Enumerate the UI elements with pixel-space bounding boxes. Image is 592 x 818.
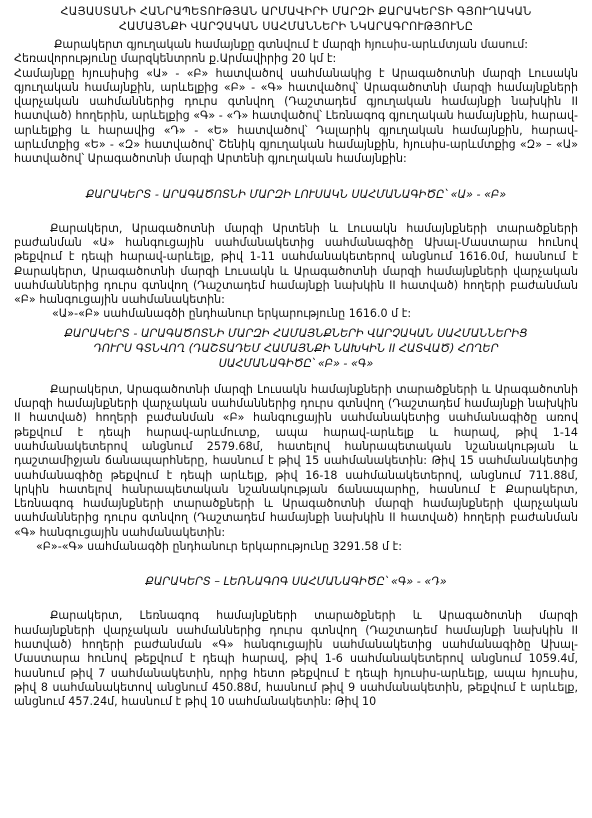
- section2-heading-line-3: ՍԱՀՄԱՆԱԳԻԾԸ՝ «Բ» - «Գ»: [218, 356, 374, 370]
- section3-paragraph: Քարակերտ, Լեռնագոգ համայնքների տարածքների և Արագածոտնի մարզի համայնքների վարչական սահմաններից դուրս գտնվող (Դաշտադեմ համայնքի նախկին II հատված) հողերի բաժանման «Գ» հանգուցային սահմանակետից սահմանագիծը Ախալ-Մաստարա հունով թեքվում է դեպի հարավ, թիվ 1-6 սահմանակետերով անցնում 1059.4մ, hասնում թիվ 7 սահմանակետին, որից հետո թեքվում է դեպի հյուսիս-արևելք, ապա հյուսիս, թիվ 8 սահմանակետով անցնում 450.88մ, hասնում թիվ 9 սահմանակետին, թեքվում է արևելք, անցնում 457.24մ, hասնում է թիվ 10 սահմանակետին: Թիվ 10: [14, 609, 578, 709]
- document-title-line-2: ՀԱՄԱՅՆՔԻ ՎԱՐՉԱԿԱՆ ՍԱՀՄԱՆՆԵՐԻ ՆԿԱՐԱԳՐՈՒԹՅՈՒՆԸ: [118, 20, 474, 33]
- section1-heading: ՔԱՐԱԿԵՐՏ - ԱՐԱԳԱԾՈՏՆԻ ՄԱՐԶԻ ԼՈՒՍԱԿՆ ՍԱՀՄԱՆԱԳԻԾԸ՝ «Ա» - «Բ»: [85, 187, 507, 201]
- document-title-line-1: ՀԱՅԱՍՏԱՆԻ ՀԱՆՐԱՊԵՏՈՒԹՅԱՆ ԱՐՄԱՎԻՐԻ ՄԱՐԶԻ ՔԱՐԱԿԵՐՏԻ ԳՅՈՒՂԱԿԱՆ: [60, 5, 532, 18]
- section2-paragraph: Քարակերտ, Արագածոտնի մարզի Լուսակն համայնքների տարածքների և Արագածոտնի մարզի համայնքների վարչական սահմաններից դուրս գտնվող (Դաշտադեմ համայնքի նախկին II հատված) հողերի բաժանման «Բ» հանգուցային սահմանակետից սահմանագիծը առով թեքվում է դեպի հարավ-արևմուտք, ապա հարավ-արևելք և հարավ, թիվ 1-14 սահմանակետերով անցնում 2579.68մ, hատելով հանրապետական նշանակության և դաշտամիջյան ճանապարհները, hասնում է թիվ 15 սահմանակետին: Թիվ 15 սահմանակետից սահմանագիծը թեքվում է դեպի արևելք, թիվ 16-18 սահմանակետերով, անցնում 711.88մ, կրկին hատելով hանրապետական նշանակության ճանապարհը, hասնում է Քարակերտ, Լեռնագոգ համայնքների տարածքների և Արագածոտնի մարզի համայնքների վարչական սահմաններից դուրս գտնվող (Դաշտադեմ համայնքի նախկին II հատված) հողերի բաժանման «Գ» հանգուցային սահմանակետին:: [14, 382, 578, 539]
- section3-heading: ՔԱՐԱԿԵՐՏ – ԼԵՌՆԱԳՈԳ ՍԱՀՄԱՆԱԳԻԾԸ՝ «Գ» - «Դ»: [145, 575, 447, 589]
- section2-length: «Բ»-«Գ» սահմանագծի ընդհանուր երկարությունը 3291.58 մ է:: [36, 540, 402, 554]
- intro-line-1: Քարակերտ գյուղական համայնքը գտնվում է մարզի հյուսիս-արևմտյան մասում:: [54, 38, 528, 51]
- section2-heading-line-1: ՔԱՐԱԿԵՐՏ - ԱՐԱԳԱԾՈՏՆԻ ՄԱՐԶԻ ՀԱՄԱՅՆՔՆԵՐԻ ՎԱՐՉԱԿԱՆ ՍԱՀՄԱՆՆԵՐԻՑ: [64, 326, 528, 340]
- section2-heading-line-2: ԴՈՒՐՍ ԳՏՆՎՈՂ (ԴԱՇՏԱԴԵՄ ՀԱՄԱՅՆՔԻ ՆԱԽԿԻՆ II ՀԱՏՎԱԾ) ՀՈՂԵՐ: [93, 341, 499, 355]
- intro-line-2: Հեռավորությունը մարզկենտրոն ք.Արմավիրից 20 կմ է:: [14, 52, 337, 66]
- section1-paragraph: Քարակերտ, Արագածոտնի մարզի Արտենի և Լուսակն համայնքների տարածքների բաժանման «Ա» հանգուցային սահմանակետից սահմանագիծը Ախալ-Մաստարա հունով թեքվում է դեպի հարավ-արևելք, թիվ 1-11 սահմանակետերով անցնում 1616.0մ, hասնում է Քարակերտ, Արագածոտնի մարզի Լուսակն և Արագածոտնի մարզի համայնքների վարչական սահմաններից դուրս գտնվող (Դաշտադեմ համայնքի նախկին II հատված) հողերի բաժանման «Բ» հանգուցային սահմանակետին:: [14, 221, 578, 307]
- section1-length: «Ա»-«Բ» սահմանագծի ընդհանուր երկարությունը 1616.0 մ է:: [52, 307, 412, 321]
- intro-paragraph: Համայնքը հյուսիսից «Ա» - «Բ» հատվածով սահմանակից է Արագածոտնի մարզի Լուսակն գյուղական համայնքին, արևելքից «Բ» - «Գ» հատվածով՝ Արագածոտնի մարզի համայնքների վարչական սահմաններից դուրս գտնվող (Դաշտադեմ գյուղական համայնքի նախկին II հատված) հողերին, արևելքից «Գ» - «Դ» հատվածով՝ Լեռնագոգ գյուղական համայնքին, հարավ-արևելքից և հարավից «Դ» - «Ե» հատվածով՝ Դալարիկ գյուղական համայնքին, հարավ-արևմտքից «Ե» - «Զ» հատվածով՝ Շենիկ գյուղական համայնքին, հյուսիս-արևմտքից «Զ» – «Ա» հատվածով՝ Արագածոտնի մարզի Արտենի գյուղական համայնքին:: [14, 66, 578, 166]
